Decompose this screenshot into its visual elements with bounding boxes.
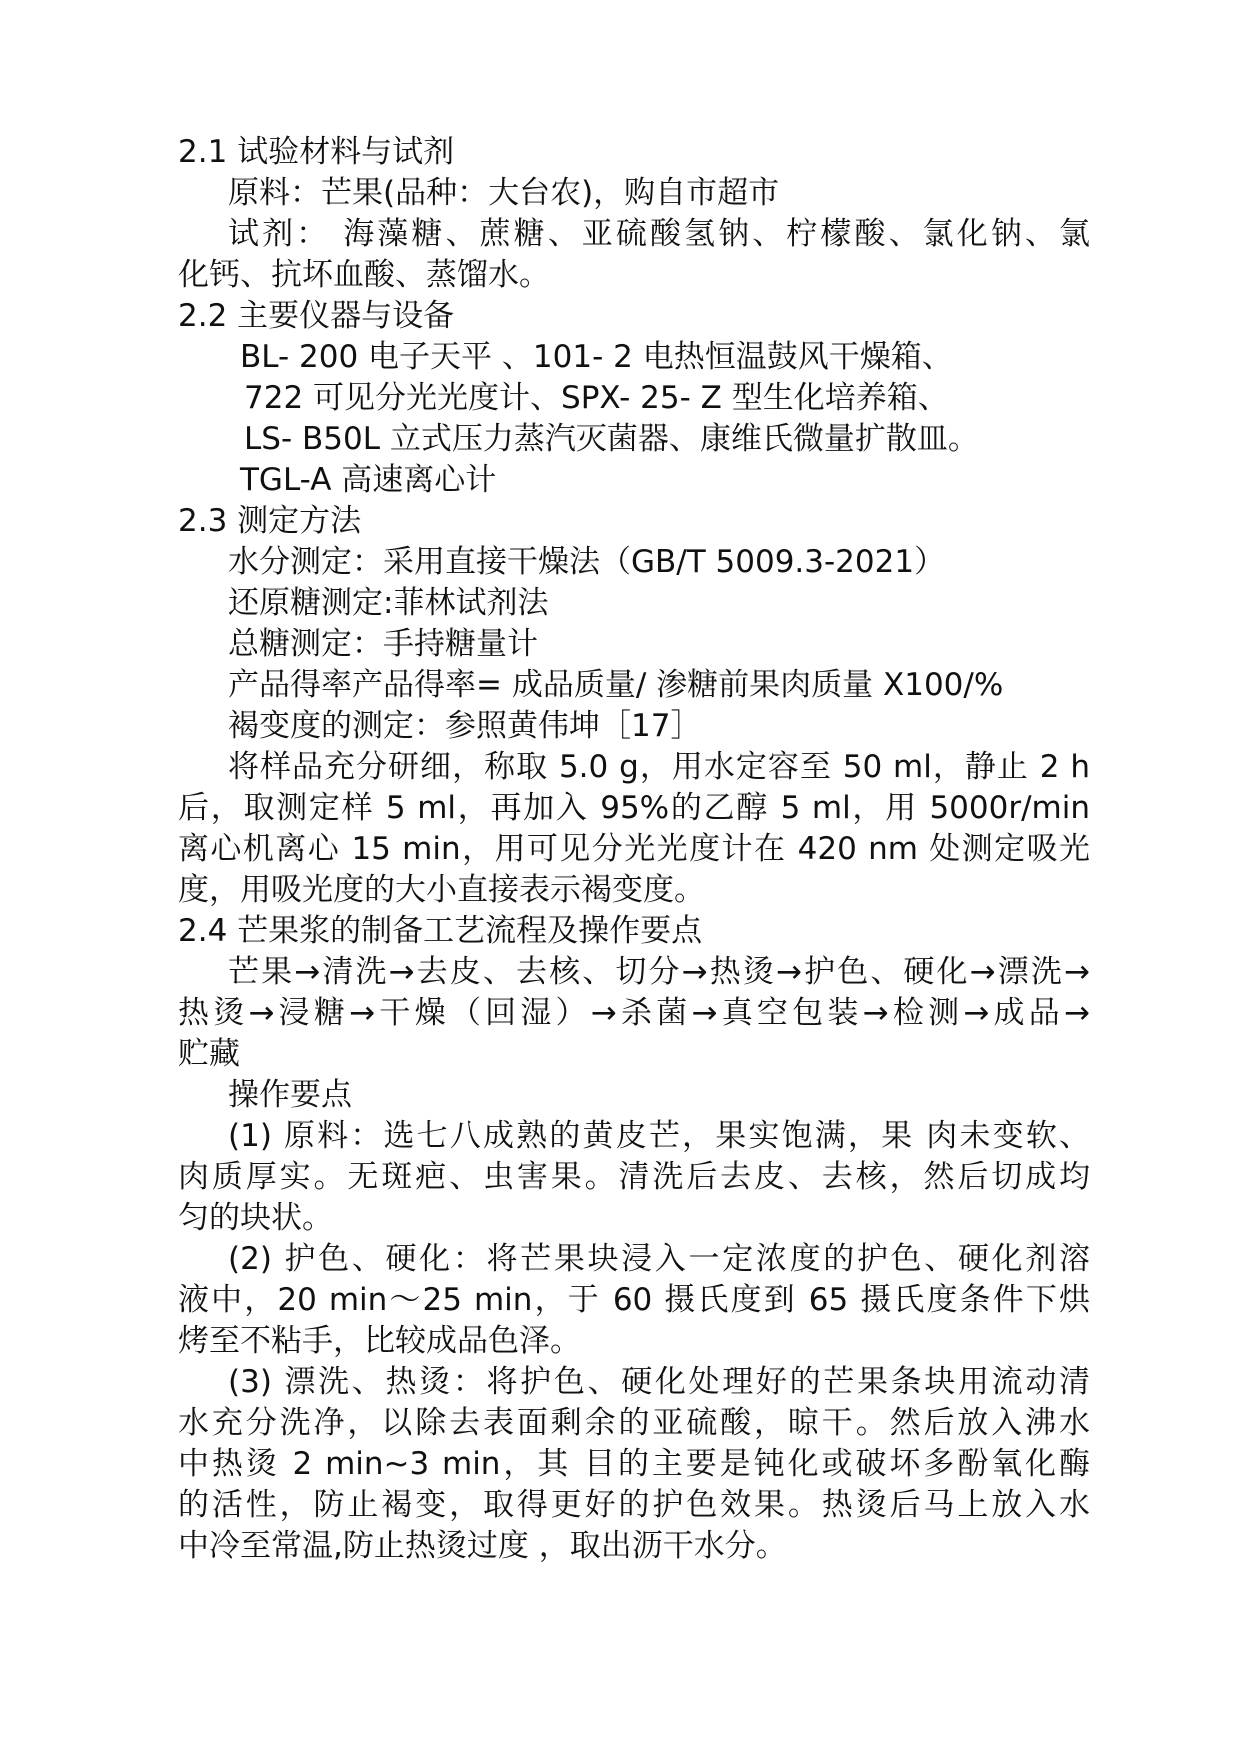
flow-line: 贮藏 xyxy=(178,1036,240,1072)
procedure-line: 后，取测定样 5 ml，再加入 95%的乙醇 5 ml，用 5000r/min xyxy=(178,790,1090,826)
point-3-line: 水充分洗净，以除去表面剩余的亚硫酸，晾干。然后放入沸水 xyxy=(178,1405,1090,1441)
point-3-line: (3) 漂洗、热烫：将护色、硬化处理好的芒果条块用流动清 xyxy=(228,1364,1090,1400)
procedure-line: 将样品充分研细，称取 5.0 g，用水定容至 50 ml，静止 2 h xyxy=(228,749,1090,785)
flow-line: 热烫→浸糖→干燥（回湿）→杀菌→真空包装→检测→成品→ xyxy=(178,995,1090,1031)
equipment-line: TGL-A 高速离心计 xyxy=(240,462,497,498)
moisture-method: 水分测定：采用直接干燥法（GB/T 5009.3-2021） xyxy=(228,544,946,580)
procedure-line: 离心机离心 15 min，用可见分光光度计在 420 nm 处测定吸光 xyxy=(178,831,1090,867)
reducing-sugar-method: 还原糖测定:菲林试剂法 xyxy=(228,585,549,621)
section-2-3-heading: 2.3 测定方法 xyxy=(178,503,362,539)
point-3-line: 中冷至常温,防止热烫过度 ，取出沥干水分。 xyxy=(178,1528,787,1564)
equipment-line: LS- B50L 立式压力蒸汽灭菌器、康维氏微量扩散皿。 xyxy=(244,421,979,457)
point-3-line: 中热烫 2 min~3 min，其 目的主要是钝化或破坏多酚氧化酶 xyxy=(178,1446,1090,1482)
point-1-line: (1) 原料：选七八成熟的黄皮芒，果实饱满，果 肉未变软、 xyxy=(228,1118,1090,1154)
flow-line: 芒果→清洗→去皮、去核、切分→热烫→护色、硬化→漂洗→ xyxy=(228,954,1090,990)
point-2-line: 烤至不粘手，比较成品色泽。 xyxy=(178,1323,581,1359)
point-3-line: 的活性，防止褐变，取得更好的护色效果。热烫后马上放入水 xyxy=(178,1487,1090,1523)
procedure-line: 度，用吸光度的大小直接表示褐变度。 xyxy=(178,872,705,908)
equipment-line: BL- 200 电子天平 、101- 2 电热恒温鼓风干燥箱、 xyxy=(240,339,953,375)
point-2-line: 液中，20 min～25 min，于 60 摄氏度到 65 摄氏度条件下烘 xyxy=(178,1282,1090,1318)
point-1-line: 肉质厚实。无斑疤、虫害果。清洗后去皮、去核，然后切成均 xyxy=(178,1159,1090,1195)
raw-material-line: 原料：芒果(品种：大台农)，购自市超市 xyxy=(228,175,780,211)
total-sugar-method: 总糖测定：手持糖量计 xyxy=(228,626,538,662)
browning-method: 褐变度的测定：参照黄伟坤［17］ xyxy=(228,708,702,744)
operation-points-heading: 操作要点 xyxy=(228,1077,352,1113)
reagents-line-2: 化钙、抗坏血酸、蒸馏水。 xyxy=(178,257,550,293)
section-2-2-heading: 2.2 主要仪器与设备 xyxy=(178,298,455,334)
section-2-1-heading: 2.1 试验材料与试剂 xyxy=(178,134,455,170)
reagents-line-1: 试剂： 海藻糖、蔗糖、亚硫酸氢钠、柠檬酸、氯化钠、氯 xyxy=(228,216,1090,252)
yield-formula: 产品得率产品得率= 成品质量/ 渗糖前果肉质量 X100/% xyxy=(228,667,1004,703)
point-2-line: (2) 护色、硬化：将芒果块浸入一定浓度的护色、硬化剂溶 xyxy=(228,1241,1090,1277)
equipment-line: 722 可见分光光度计、SPX- 25- Z 型生化培养箱、 xyxy=(244,380,949,416)
section-2-4-heading: 2.4 芒果浆的制备工艺流程及操作要点 xyxy=(178,913,703,949)
point-1-line: 匀的块状。 xyxy=(178,1200,333,1236)
